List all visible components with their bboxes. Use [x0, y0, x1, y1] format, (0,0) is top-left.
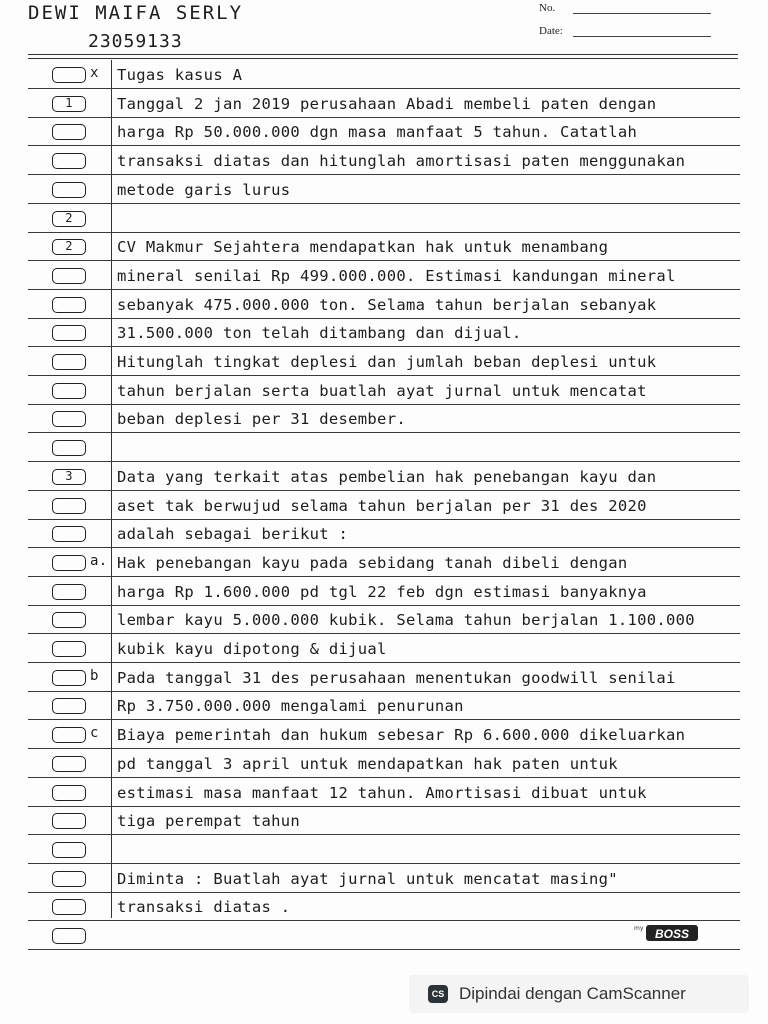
- handwritten-line: tiga perempat tahun: [117, 812, 301, 830]
- handwritten-line: Tugas kasus A: [117, 66, 243, 84]
- number-label: No.: [539, 2, 556, 14]
- handwritten-line: beban deplesi per 31 desember.: [117, 410, 406, 428]
- handwritten-line: Pada tanggal 31 des perusahaan menentukan goodwill senilai: [117, 669, 676, 687]
- row-checkbox: [52, 727, 86, 743]
- brand-logo-text: BOSS: [654, 927, 690, 941]
- handwritten-line: lembar kayu 5.000.000 kubik. Selama tahun berjalan 1.100.000: [117, 611, 695, 629]
- handwritten-line: mineral senilai Rp 499.000.000. Estimasi kandungan mineral: [117, 267, 676, 285]
- row-rule: [28, 145, 740, 146]
- handwritten-line: sebanyak 475.000.000 ton. Selama tahun berjalan sebanyak: [117, 296, 657, 314]
- row-rule: [28, 777, 740, 778]
- handwritten-line: Data yang terkait atas pembelian hak penebangan kayu dan: [117, 468, 657, 486]
- row-checkbox: [52, 498, 86, 514]
- row-checkbox: [52, 584, 86, 600]
- handwritten-line: Biaya pemerintah dan hukum sebesar Rp 6.600.000 dikeluarkan: [117, 726, 686, 744]
- row-checkbox: [52, 67, 86, 83]
- handwritten-line: transaksi diatas dan hitunglah amortisasi paten menggunakan: [117, 152, 686, 170]
- row-checkbox: [52, 555, 86, 571]
- svg-text:my: my: [634, 925, 644, 932]
- row-checkbox: [52, 813, 86, 829]
- row-rule: [28, 461, 740, 462]
- student-id: 23059133: [88, 31, 183, 52]
- row-rule: [28, 662, 740, 663]
- handwritten-line: Rp 3.750.000.000 mengalami penurunan: [117, 697, 464, 715]
- row-rule: [28, 576, 740, 577]
- handwritten-line: transaksi diatas .: [117, 898, 291, 916]
- row-rule: [28, 892, 740, 893]
- student-name: DEWI MAIFA SERLY: [28, 2, 244, 24]
- handwritten-line: harga Rp 1.600.000 pd tgl 22 feb dgn estimasi banyaknya: [117, 583, 647, 601]
- row-checkbox: [52, 526, 86, 542]
- row-rule: [28, 174, 740, 175]
- handwritten-line: adalah sebagai berikut :: [117, 525, 349, 543]
- row-rule: [28, 920, 740, 921]
- row-side-mark: c: [90, 725, 99, 741]
- handwritten-line: aset tak berwujud selama tahun berjalan per 31 des 2020: [117, 497, 647, 515]
- date-label: Date:: [539, 25, 563, 37]
- row-rule: [28, 719, 740, 720]
- row-checkbox: [52, 383, 86, 399]
- row-checkbox: [52, 928, 86, 944]
- row-rule: [28, 260, 740, 261]
- header-rule-bottom: [28, 58, 738, 59]
- row-rule: [28, 404, 740, 405]
- handwritten-line: harga Rp 50.000.000 dgn masa manfaat 5 tahun. Catatlah: [117, 123, 638, 141]
- row-checkbox: [52, 440, 86, 456]
- handwritten-line: pd tanggal 3 april untuk mendapatkan hak paten untuk: [117, 755, 618, 773]
- row-checkbox: [52, 698, 86, 714]
- row-checkbox: [52, 641, 86, 657]
- row-number: 2: [65, 211, 73, 225]
- handwritten-line: tahun berjalan serta buatlah ayat jurnal untuk mencatat: [117, 382, 647, 400]
- row-checkbox: [52, 612, 86, 628]
- number-line: [573, 13, 711, 14]
- row-rule: [28, 346, 740, 347]
- row-rule: [28, 806, 740, 807]
- camscanner-text: Dipindai dengan CamScanner: [459, 984, 686, 1003]
- row-side-mark: a.: [90, 553, 108, 569]
- row-checkbox: [52, 297, 86, 313]
- handwritten-line: Diminta : Buatlah ayat jurnal untuk mencatat masing": [117, 870, 618, 888]
- row-rule: [28, 117, 740, 118]
- row-rule: [28, 547, 740, 548]
- row-checkbox: [52, 354, 86, 370]
- handwritten-line: Hak penebangan kayu pada sebidang tanah dibeli dengan: [117, 554, 628, 572]
- row-number: 3: [65, 469, 73, 483]
- row-checkbox: [52, 871, 86, 887]
- margin-line: [111, 60, 112, 918]
- row-rule: [28, 605, 740, 606]
- row-rule: [28, 88, 740, 89]
- row-checkbox: [52, 785, 86, 801]
- row-checkbox: [52, 842, 86, 858]
- row-rule: [28, 203, 740, 204]
- handwritten-line: kubik kayu dipotong & dijual: [117, 640, 387, 658]
- row-rule: [28, 633, 740, 634]
- number-field: [539, 2, 555, 14]
- row-checkbox: [52, 899, 86, 915]
- date-line: [573, 36, 711, 37]
- row-rule: [28, 432, 740, 433]
- handwritten-line: metode garis lurus: [117, 181, 291, 199]
- handwritten-line: estimasi masa manfaat 12 tahun. Amortisasi dibuat untuk: [117, 784, 647, 802]
- row-rule: [28, 748, 740, 749]
- row-checkbox: [52, 268, 86, 284]
- row-rule: [28, 863, 740, 864]
- row-number: 2: [65, 239, 73, 253]
- camscanner-footer: [409, 975, 749, 1013]
- row-checkbox: [52, 325, 86, 341]
- row-rule: [28, 949, 740, 950]
- row-rule: [28, 289, 740, 290]
- handwritten-line: CV Makmur Sejahtera mendapatkan hak untuk menambang: [117, 238, 609, 256]
- row-rule: [28, 318, 740, 319]
- row-side-mark: x: [90, 65, 99, 81]
- handwritten-line: Tanggal 2 jan 2019 perusahaan Abadi membeli paten dengan: [117, 95, 657, 113]
- row-side-mark: b: [90, 668, 99, 684]
- handwritten-line: 31.500.000 ton telah ditambang dan dijual.: [117, 324, 522, 342]
- header-rule-top: [28, 54, 738, 55]
- row-checkbox: [52, 182, 86, 198]
- boss-logo: [632, 922, 700, 944]
- camscanner-logo-icon: CS: [428, 985, 448, 1003]
- date-field: [539, 25, 563, 37]
- row-checkbox: [52, 670, 86, 686]
- row-rule: [28, 232, 740, 233]
- row-number: 1: [65, 96, 73, 110]
- handwritten-line: Hitunglah tingkat deplesi dan jumlah beban deplesi untuk: [117, 353, 657, 371]
- row-checkbox: [52, 411, 86, 427]
- row-rule: [28, 519, 740, 520]
- row-rule: [28, 834, 740, 835]
- row-checkbox: [52, 124, 86, 140]
- row-rule: [28, 691, 740, 692]
- row-checkbox: [52, 756, 86, 772]
- row-checkbox: [52, 153, 86, 169]
- row-rule: [28, 375, 740, 376]
- row-rule: [28, 490, 740, 491]
